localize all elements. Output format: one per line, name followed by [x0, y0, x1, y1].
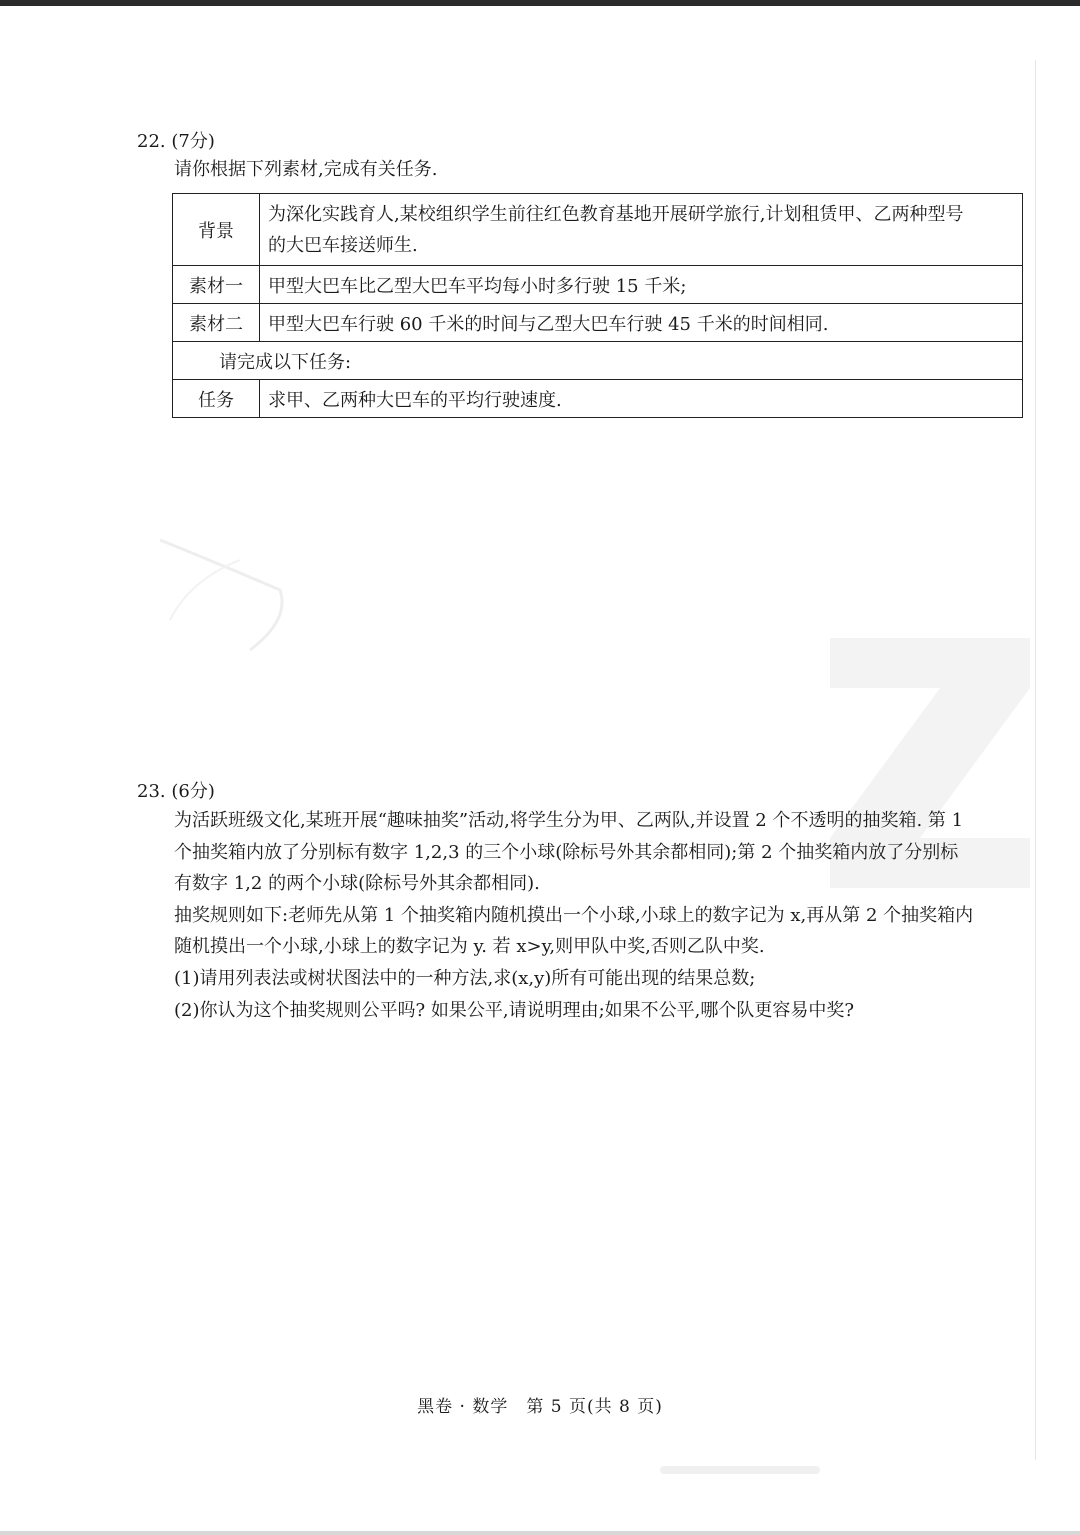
background-text-line1: 为深化实践育人,某校组织学生前往红色教育基地开展研学旅行,计划租赁甲、乙两种型号	[268, 203, 964, 225]
scan-edge-top	[0, 0, 1080, 6]
table-row-material-2	[173, 304, 1023, 342]
material-2-text: 甲型大巴车行驶 60 千米的时间与乙型大巴车行驶 45 千米的时间相同.	[260, 304, 1023, 342]
question-23-part-1: (1)请用列表法或树状图法中的一种方法,求(x,y)所有可能出现的结果总数;	[174, 968, 756, 989]
background-cell	[260, 194, 1023, 266]
question-23-header: 23. (6分)	[137, 781, 215, 802]
question-22-intro: 请你根据下列素材,完成有关任务.	[174, 159, 438, 180]
question-23-part-2: (2)你认为这个抽奖规则公平吗? 如果公平,请说明理由;如果不公平,哪个队更容易中奖?	[174, 1000, 855, 1021]
faint-curve-watermark	[150, 500, 300, 660]
page-footer: 黑卷 · 数学 第 5 页(共 8 页)	[417, 1397, 663, 1417]
question-22-header: 22. (7分)	[137, 131, 215, 152]
table-row-task	[173, 380, 1023, 418]
background-text-line2: 的大巴车接送师生.	[268, 234, 418, 256]
material-1-text: 甲型大巴车比乙型大巴车平均每小时多行驶 15 千米;	[260, 266, 1023, 304]
material-1-label: 素材一	[173, 266, 260, 304]
materials-table	[172, 193, 1023, 418]
question-23-rule-line-2: 随机摸出一个小球,小球上的数字记为 y. 若 x>y,则甲队中奖,否则乙队中奖.	[174, 936, 765, 957]
question-23-line-2: 个抽奖箱内放了分别标有数字 1,2,3 的三个小球(除标号外其余都相同);第 2 个抽奖箱内放了分别标	[174, 842, 959, 863]
question-23-line-1: 为活跃班级文化,某班开展“趣味抽奖”活动,将学生分为甲、乙两队,并设置 2 个不透明的抽奖箱. 第 1	[174, 810, 964, 831]
background-label: 背景	[173, 194, 260, 266]
table-row-material-1	[173, 266, 1023, 304]
task-prompt: 请完成以下任务:	[173, 342, 1023, 380]
table-row-prompt	[173, 342, 1023, 380]
task-label: 任务	[173, 380, 260, 418]
scan-smudge	[660, 1466, 820, 1474]
material-2-label: 素材二	[173, 304, 260, 342]
question-23-line-3: 有数字 1,2 的两个小球(除标号外其余都相同).	[174, 873, 540, 894]
scan-edge-bottom	[0, 1531, 1080, 1535]
table-row-background	[173, 194, 1023, 266]
task-text: 求甲、乙两种大巴车的平均行驶速度.	[260, 380, 1023, 418]
question-23-rule-line-1: 抽奖规则如下:老师先从第 1 个抽奖箱内随机摸出一个小球,小球上的数字记为 x,再从第 2 个抽奖箱内	[174, 905, 974, 926]
